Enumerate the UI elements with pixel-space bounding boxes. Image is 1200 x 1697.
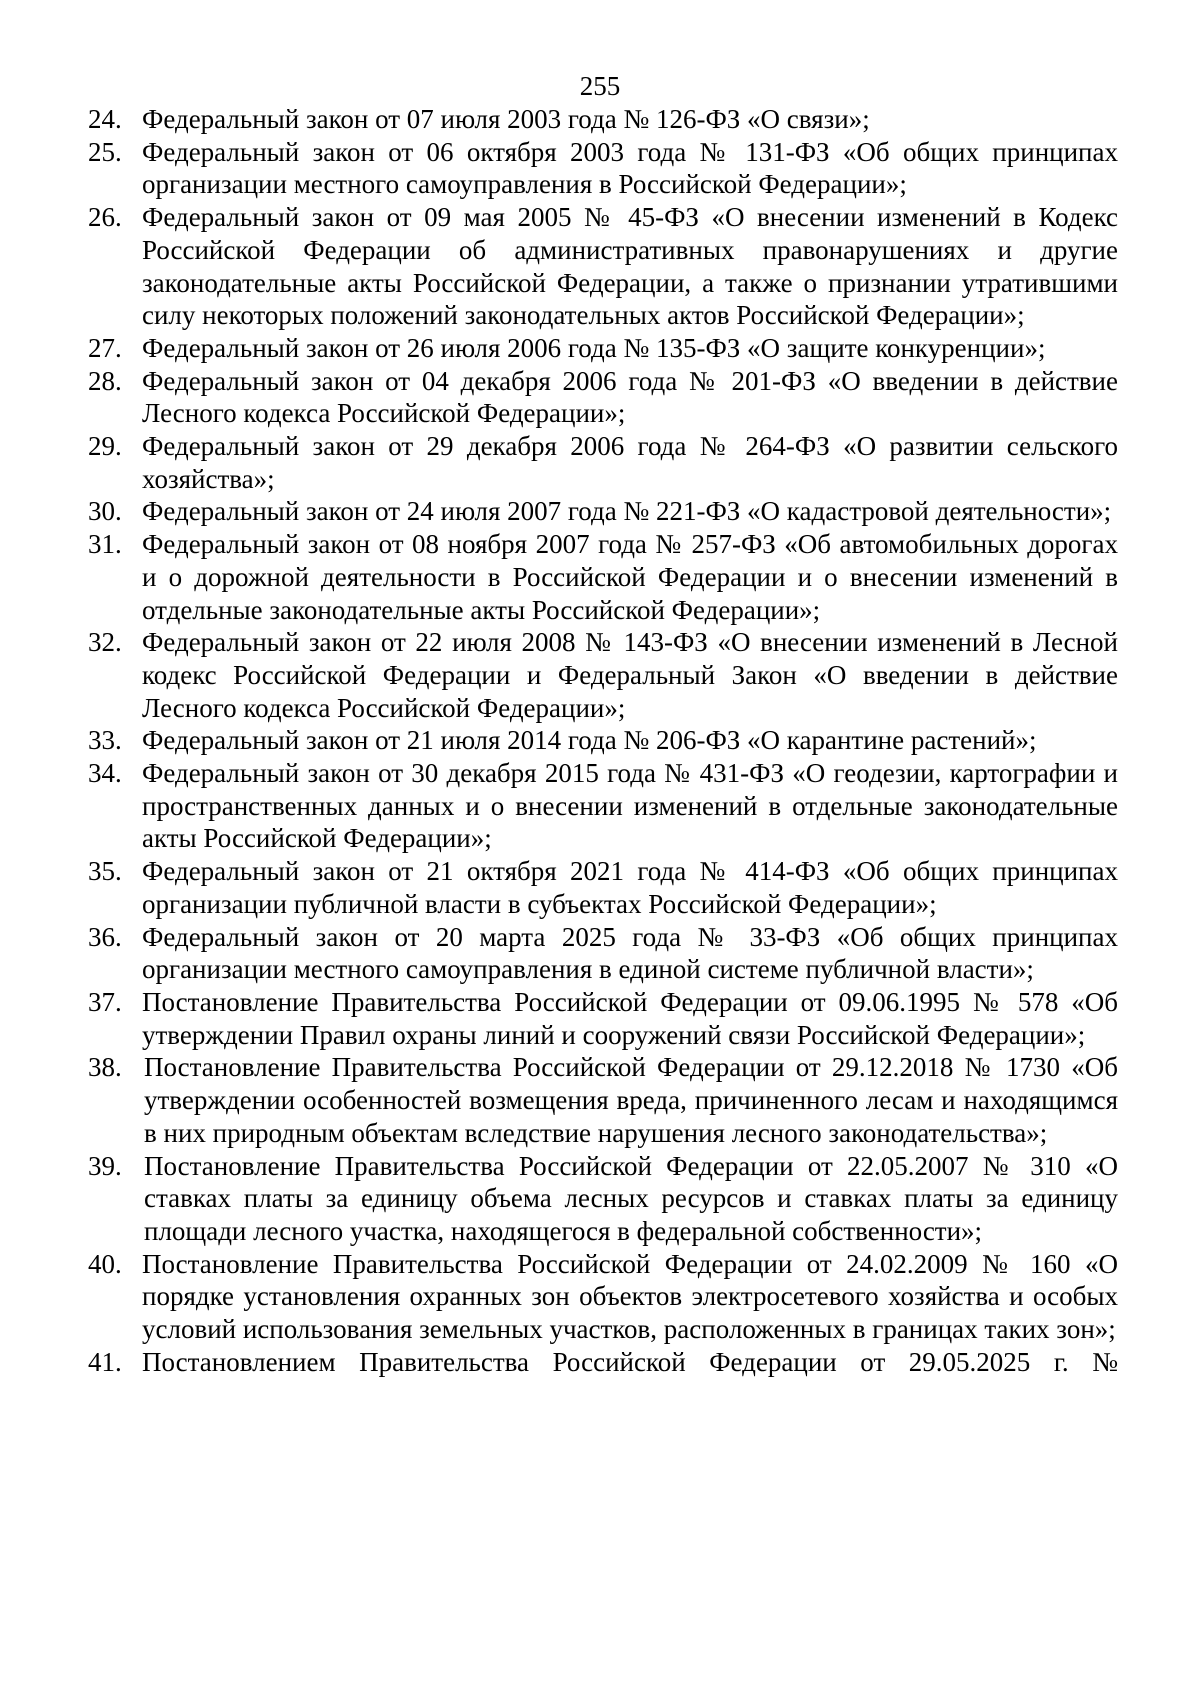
item-text: Федеральный закон от 21 октября 2021 года № 414-ФЗ «Об общих принципах организации публичной власти в субъектах Российской Федерации»; [142,856,1118,919]
item-number: 33. [88,725,122,756]
item-number: 32. [88,627,122,658]
item-text: Федеральный закон от 26 июля 2006 года № 135-ФЗ «О защите конкуренции»; [142,332,1046,363]
item-number: 25. [88,136,122,167]
item-text: Постановление Правительства Российской Федерации от 29.12.2018 № 1730 «Об утверждении особенностей возмещения вреда, причиненного лесам и находящимся в них природным объектам вследствие нарушения лесного законодательства»; [144,1052,1118,1148]
item-text: Федеральный закон от 24 июля 2007 года № 221-ФЗ «О кадастровой деятельности»; [142,496,1112,527]
item-text: Постановление Правительства Российской Федерации от 24.02.2009 № 160 «О порядке установления охранных зон объектов электросетевого хозяйства и особых условий использования земельных участков, расположенных в границах таких зон»; [142,1248,1118,1345]
list-item [88,201,1118,332]
item-number: 39. [88,1150,122,1181]
item-number: 35. [88,856,122,887]
item-number: 28. [88,365,122,396]
item-text: Федеральный закон от 07 июля 2003 года № 126-ФЗ «О связи»; [142,104,870,134]
list-item [88,495,1118,528]
list-item [88,332,1118,365]
list-item [88,921,1118,986]
item-text: Федеральный закон от 09 мая 2005 № 45-ФЗ «О внесении изменений в Кодекс Российской Федерации об административных правонарушениях и другие законодательные акты Российской Федерации, а также о признании утратившими силу некоторых положений законодательных актов Российской Федерации»; [142,202,1118,331]
list-item [88,1150,1118,1248]
item-number: 24. [88,104,122,134]
item-number: 29. [88,431,122,462]
page-number: 255 [579,71,621,101]
item-text: Федеральный закон от 22 июля 2008 № 143-ФЗ «О внесении изменений в Лесной кодекс Российской Федерации и Федеральный Закон «О введении в действие Лесного кодекса Российской Федерации»; [142,627,1118,723]
item-number: 36. [88,921,122,952]
legal-acts-list [88,103,1118,1378]
list-item [88,1346,1118,1379]
item-text: Федеральный закон от 21 июля 2014 года № 206-ФЗ «О карантине растений»; [142,725,1037,756]
list-item [88,1051,1118,1149]
list-item [88,430,1118,495]
item-text: Федеральный закон от 29 декабря 2006 года № 264-ФЗ «О развитии сельского хозяйства»; [142,431,1118,494]
item-text: Федеральный закон от 20 марта 2025 года № 33-ФЗ «Об общих принципах организации местного самоуправления в единой системе публичной власти»; [142,921,1118,985]
item-number: 31. [88,529,122,560]
list-item [88,855,1118,920]
list-item [88,626,1118,724]
list-item [88,528,1118,626]
item-number: 34. [88,758,122,789]
item-number: 37. [88,986,122,1017]
item-number: 40. [88,1248,122,1279]
item-text: Федеральный закон от 08 ноября 2007 года № 257-ФЗ «Об автомобильных дорогах и о дорожной деятельности в Российской Федерации и о внесении изменений в отдельные законодательные акты Российской Федерации»; [142,529,1118,625]
item-text: Федеральный закон от 06 октября 2003 года № 131-ФЗ «Об общих принципах организации местного самоуправления в Российской Федерации»; [142,136,1118,200]
list-item [88,757,1118,855]
item-number: 27. [88,332,122,363]
list-item [88,986,1118,1051]
item-number: 41. [88,1346,122,1377]
item-text: Постановлением Правительства Российской Федерации от 29.05.2025 г. № [142,1346,1118,1377]
list-item [88,724,1118,757]
item-number: 38. [88,1052,122,1083]
item-text: Федеральный закон от 30 декабря 2015 года № 431-ФЗ «О геодезии, картографии и пространственных данных и о внесении изменений в отдельные законодательные акты Российской Федерации»; [142,758,1118,854]
list-item [88,103,1118,136]
list-item [88,1248,1118,1346]
list-item [88,136,1118,201]
list-item [88,365,1118,430]
item-number: 26. [88,202,122,233]
item-text: Постановление Правительства Российской Федерации от 09.06.1995 № 578 «Об утверждении Правил охраны линий и сооружений связи Российской Федерации»; [142,986,1118,1050]
item-number: 30. [88,496,122,527]
item-text: Федеральный закон от 04 декабря 2006 года № 201-ФЗ «О введении в действие Лесного кодекса Российской Федерации»; [142,365,1118,429]
item-text: Постановление Правительства Российской Федерации от 22.05.2007 № 310 «О ставках платы за единицу объема лесных ресурсов и ставках платы за единицу площади лесного участка, находящегося в федеральной собственности»; [144,1150,1118,1246]
